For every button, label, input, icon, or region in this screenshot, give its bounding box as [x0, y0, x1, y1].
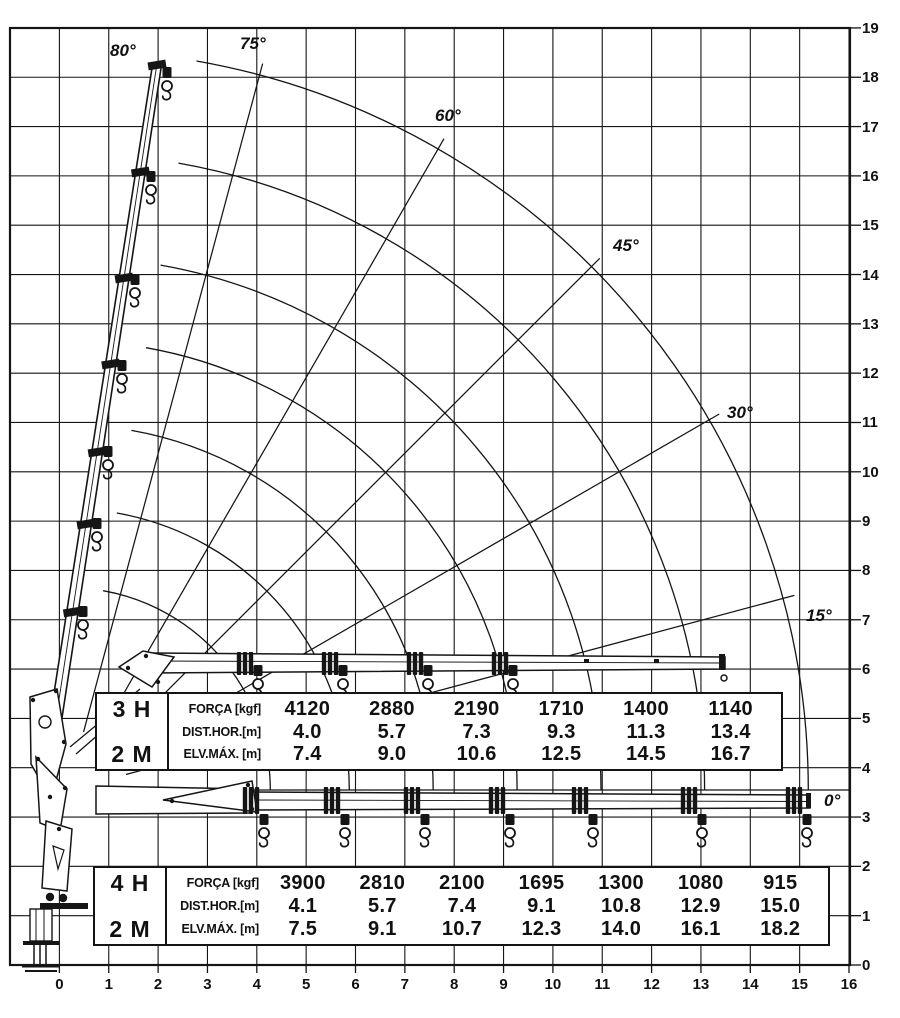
x-tick-label: 16 — [840, 976, 858, 993]
value-cell: 1710 — [538, 697, 585, 720]
y-tick-label: 3 — [862, 809, 871, 827]
x-tick-label: 6 — [351, 976, 360, 993]
value-cell: 4.0 — [292, 720, 322, 743]
y-tick-label: 10 — [862, 463, 879, 481]
x-tick-label: 10 — [544, 976, 562, 993]
value-cell: 10.6 — [456, 743, 497, 766]
table-row — [169, 699, 781, 719]
x-tick-label: 4 — [252, 976, 261, 993]
row-values — [263, 896, 828, 916]
row-label: FORÇA [kgf] — [186, 876, 259, 890]
load-arcs — [103, 61, 808, 790]
table-row — [169, 722, 781, 742]
value-cell: 915 — [763, 872, 798, 894]
y-tick-label: 6 — [862, 661, 871, 679]
config-cell — [97, 694, 169, 769]
boom-angle-label: 15° — [806, 606, 832, 625]
row-label: DIST.HOR.[m] — [180, 899, 259, 913]
value-cell: 1300 — [598, 872, 644, 894]
row-values — [265, 744, 781, 764]
config-line: 2 M — [109, 916, 151, 942]
boom-angle-label: 0° — [824, 791, 841, 810]
x-tick-label: 15 — [791, 976, 808, 993]
y-tick-label: 16 — [862, 167, 879, 185]
value-cell: 1140 — [708, 697, 753, 720]
value-cell: 16.1 — [680, 918, 721, 940]
y-tick-label: 7 — [862, 611, 871, 629]
config-line: 3 H — [112, 696, 152, 722]
value-cell: 5.7 — [368, 895, 397, 917]
value-cell: 2810 — [359, 872, 406, 894]
y-tick-label: 19 — [862, 19, 879, 37]
boom-angle-label: 30° — [727, 403, 753, 422]
table-row — [167, 919, 828, 939]
value-cell: 12.5 — [541, 743, 582, 766]
value-cell: 9.3 — [547, 720, 576, 743]
table-row — [167, 873, 828, 893]
value-cell: 1400 — [623, 697, 669, 720]
x-tick-label: 13 — [692, 976, 710, 993]
x-tick-label: 0 — [55, 976, 64, 993]
value-cell: 14.0 — [601, 918, 642, 940]
config-cell — [95, 868, 167, 944]
value-cell: 12.3 — [521, 918, 562, 940]
value-cell: 1080 — [677, 872, 724, 894]
y-tick-label: 8 — [862, 562, 871, 580]
value-cell: 16.7 — [710, 743, 751, 766]
y-tick-label: 1 — [862, 907, 871, 925]
y-tick-label: 9 — [862, 513, 871, 531]
y-tick-label: 15 — [862, 217, 879, 235]
y-tick-label: 13 — [862, 315, 879, 333]
value-cell: 12.9 — [680, 895, 721, 917]
value-cell: 13.4 — [710, 720, 751, 743]
x-tick-label: 8 — [450, 976, 459, 993]
x-tick-label: 14 — [741, 976, 759, 993]
boom-angle-label: 75° — [240, 34, 266, 53]
value-cell: 7.4 — [292, 743, 322, 766]
value-cell: 3900 — [279, 872, 326, 894]
y-tick-label: 12 — [862, 365, 879, 383]
load-table-3H2M — [95, 692, 783, 771]
row-label: ELV.MÁX. [m] — [181, 922, 259, 936]
value-cell: 9.0 — [377, 743, 407, 766]
value-cell: 1695 — [518, 872, 565, 894]
x-tick-label: 7 — [400, 976, 410, 993]
boom-angle-label: 45° — [613, 236, 639, 255]
row-values — [265, 699, 781, 719]
load-table-4H2M — [93, 866, 830, 946]
y-tick-label: 2 — [862, 858, 871, 876]
value-cell: 7.3 — [462, 720, 492, 743]
y-tick-label: 11 — [862, 414, 878, 432]
row-values — [263, 919, 828, 939]
value-cell: 5.7 — [377, 720, 407, 743]
y-tick-label: 18 — [862, 69, 879, 87]
x-tick-label: 12 — [643, 976, 660, 993]
table-rows — [167, 868, 828, 944]
value-cell: 4.1 — [288, 895, 318, 917]
value-cell: 10.7 — [441, 918, 483, 940]
boom-angle-lines — [84, 64, 850, 790]
x-tick-label: 9 — [499, 976, 508, 993]
value-cell: 2100 — [439, 872, 485, 894]
row-values — [263, 873, 828, 893]
row-label: ELV.MÁX. [m] — [183, 747, 261, 762]
value-cell: 7.5 — [288, 918, 318, 940]
x-tick-label: 3 — [203, 976, 212, 993]
y-tick-label: 5 — [862, 710, 871, 728]
value-cell: 10.8 — [601, 895, 642, 917]
boom-angle-label: 60° — [435, 106, 461, 125]
y-tick-label: 14 — [862, 266, 879, 284]
table-rows — [169, 694, 781, 769]
value-cell: 4120 — [284, 697, 331, 720]
table-row — [167, 896, 828, 916]
row-values — [265, 722, 781, 742]
row-label: FORÇA [kgf] — [188, 701, 261, 716]
config-line: 2 M — [111, 741, 153, 767]
x-tick-label: 11 — [594, 976, 611, 993]
y-tick-label: 4 — [862, 759, 871, 777]
x-tick-label: 1 — [104, 976, 113, 993]
x-tick-label: 2 — [153, 976, 163, 993]
value-cell: 18.2 — [760, 918, 801, 940]
value-cell: 2190 — [453, 697, 500, 720]
y-tick-label: 17 — [862, 118, 879, 136]
config-line: 4 H — [110, 870, 150, 896]
value-cell: 14.5 — [625, 743, 667, 766]
value-cell: 9.1 — [368, 918, 397, 940]
value-cell: 2880 — [369, 697, 415, 720]
value-cell: 9.1 — [527, 895, 556, 917]
value-cell: 7.4 — [447, 895, 477, 917]
x-tick-label: 5 — [301, 976, 311, 993]
value-cell: 11.3 — [626, 720, 666, 743]
value-cell: 15.0 — [760, 895, 801, 917]
y-tick-label: 0 — [862, 957, 871, 974]
table-row — [169, 744, 781, 764]
row-label: DIST.HOR.[m] — [182, 724, 261, 739]
boom-angle-label: 80° — [110, 41, 136, 60]
